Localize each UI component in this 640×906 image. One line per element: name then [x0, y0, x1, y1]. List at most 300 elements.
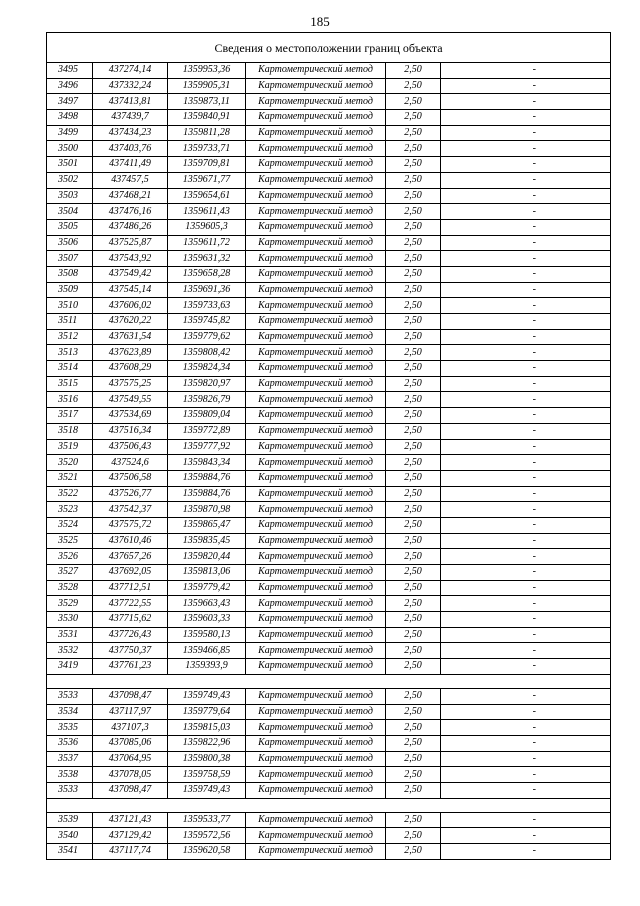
description-cell: -	[459, 533, 611, 549]
description-cell: -	[459, 612, 611, 628]
point-number-cell: 3495	[47, 63, 93, 79]
point-number-cell: 3530	[47, 612, 93, 628]
accuracy-cell: 2,50	[386, 596, 441, 612]
table-row	[47, 439, 611, 455]
blank-cell	[441, 455, 459, 471]
x-coordinate-cell: 437692,05	[93, 565, 168, 581]
x-coordinate-cell: 437064,95	[93, 751, 168, 767]
table-row	[47, 392, 611, 408]
y-coordinate-cell: 1359811,28	[168, 125, 246, 141]
accuracy-cell: 2,50	[386, 423, 441, 439]
blank-cell	[441, 408, 459, 424]
description-cell: -	[459, 63, 611, 79]
blank-cell	[441, 266, 459, 282]
description-cell: -	[459, 751, 611, 767]
method-cell: Картометрический метод	[246, 643, 386, 659]
table-row	[47, 251, 611, 267]
table-row	[47, 141, 611, 157]
blank-cell	[441, 659, 459, 675]
y-coordinate-cell: 1359605,3	[168, 219, 246, 235]
blank-cell	[441, 298, 459, 314]
point-number-cell: 3516	[47, 392, 93, 408]
accuracy-cell: 2,50	[386, 251, 441, 267]
point-number-cell: 3502	[47, 172, 93, 188]
x-coordinate-cell: 437107,3	[93, 720, 168, 736]
table-row	[47, 172, 611, 188]
accuracy-cell: 2,50	[386, 767, 441, 783]
description-cell: -	[459, 266, 611, 282]
x-coordinate-cell: 437750,37	[93, 643, 168, 659]
x-coordinate-cell: 437457,5	[93, 172, 168, 188]
blank-cell	[441, 596, 459, 612]
accuracy-cell: 2,50	[386, 157, 441, 173]
description-cell: -	[459, 828, 611, 844]
method-cell: Картометрический метод	[246, 219, 386, 235]
accuracy-cell: 2,50	[386, 533, 441, 549]
x-coordinate-cell: 437516,34	[93, 423, 168, 439]
y-coordinate-cell: 1359663,43	[168, 596, 246, 612]
method-cell: Картометрический метод	[246, 549, 386, 565]
description-cell: -	[459, 345, 611, 361]
method-cell: Картометрический метод	[246, 735, 386, 751]
method-cell: Картометрический метод	[246, 751, 386, 767]
accuracy-cell: 2,50	[386, 110, 441, 126]
x-coordinate-cell: 437534,69	[93, 408, 168, 424]
x-coordinate-cell: 437549,42	[93, 266, 168, 282]
page-number: 185	[310, 14, 330, 29]
method-cell: Картометрический метод	[246, 423, 386, 439]
accuracy-cell: 2,50	[386, 63, 441, 79]
description-cell: -	[459, 251, 611, 267]
x-coordinate-cell: 437506,58	[93, 470, 168, 486]
description-cell: -	[459, 596, 611, 612]
y-coordinate-cell: 1359808,42	[168, 345, 246, 361]
y-coordinate-cell: 1359611,43	[168, 204, 246, 220]
point-number-cell: 3419	[47, 659, 93, 675]
point-number-cell: 3500	[47, 141, 93, 157]
x-coordinate-cell: 437610,46	[93, 533, 168, 549]
accuracy-cell: 2,50	[386, 125, 441, 141]
y-coordinate-cell: 1359813,06	[168, 565, 246, 581]
method-cell: Картометрический метод	[246, 533, 386, 549]
description-cell: -	[459, 141, 611, 157]
blank-cell	[441, 751, 459, 767]
point-number-cell: 3522	[47, 486, 93, 502]
x-coordinate-cell: 437085,06	[93, 735, 168, 751]
accuracy-cell: 2,50	[386, 502, 441, 518]
x-coordinate-cell: 437486,26	[93, 219, 168, 235]
blank-cell	[441, 812, 459, 828]
blank-cell	[441, 486, 459, 502]
point-number-cell: 3531	[47, 627, 93, 643]
accuracy-cell: 2,50	[386, 298, 441, 314]
y-coordinate-cell: 1359733,63	[168, 298, 246, 314]
accuracy-cell: 2,50	[386, 782, 441, 798]
point-number-cell: 3524	[47, 517, 93, 533]
blank-cell	[441, 204, 459, 220]
description-cell: -	[459, 627, 611, 643]
y-coordinate-cell: 1359840,91	[168, 110, 246, 126]
boundary-table	[46, 32, 611, 860]
method-cell: Картометрический метод	[246, 517, 386, 533]
accuracy-cell: 2,50	[386, 235, 441, 251]
description-cell: -	[459, 376, 611, 392]
method-cell: Картометрический метод	[246, 720, 386, 736]
accuracy-cell: 2,50	[386, 329, 441, 345]
point-number-cell: 3511	[47, 314, 93, 330]
blank-cell	[441, 533, 459, 549]
table-row	[47, 282, 611, 298]
description-cell: -	[459, 157, 611, 173]
description-cell: -	[459, 314, 611, 330]
point-number-cell: 3525	[47, 533, 93, 549]
method-cell: Картометрический метод	[246, 455, 386, 471]
method-cell: Картометрический метод	[246, 408, 386, 424]
point-number-cell: 3504	[47, 204, 93, 220]
description-cell: -	[459, 549, 611, 565]
description-cell: -	[459, 94, 611, 110]
x-coordinate-cell: 437434,23	[93, 125, 168, 141]
accuracy-cell: 2,50	[386, 565, 441, 581]
x-coordinate-cell: 437117,97	[93, 704, 168, 720]
y-coordinate-cell: 1359603,33	[168, 612, 246, 628]
accuracy-cell: 2,50	[386, 282, 441, 298]
y-coordinate-cell: 1359658,28	[168, 266, 246, 282]
y-coordinate-cell: 1359800,38	[168, 751, 246, 767]
table-title: Сведения о местоположении границ объекта	[47, 33, 611, 63]
table-row	[47, 361, 611, 377]
point-number-cell: 3539	[47, 812, 93, 828]
y-coordinate-cell: 1359749,43	[168, 782, 246, 798]
x-coordinate-cell: 437506,43	[93, 439, 168, 455]
accuracy-cell: 2,50	[386, 204, 441, 220]
method-cell: Картометрический метод	[246, 486, 386, 502]
description-cell: -	[459, 565, 611, 581]
x-coordinate-cell: 437631,54	[93, 329, 168, 345]
method-cell: Картометрический метод	[246, 157, 386, 173]
description-cell: -	[459, 470, 611, 486]
table-row	[47, 596, 611, 612]
table-row	[47, 751, 611, 767]
x-coordinate-cell: 437524,6	[93, 455, 168, 471]
y-coordinate-cell: 1359905,31	[168, 78, 246, 94]
blank-cell	[441, 282, 459, 298]
point-number-cell: 3521	[47, 470, 93, 486]
description-cell: -	[459, 502, 611, 518]
x-coordinate-cell: 437332,24	[93, 78, 168, 94]
method-cell: Картометрический метод	[246, 502, 386, 518]
point-number-cell: 3537	[47, 751, 93, 767]
point-number-cell: 3519	[47, 439, 93, 455]
method-cell: Картометрический метод	[246, 329, 386, 345]
y-coordinate-cell: 1359809,04	[168, 408, 246, 424]
method-cell: Картометрический метод	[246, 282, 386, 298]
blank-cell	[441, 439, 459, 455]
method-cell: Картометрический метод	[246, 78, 386, 94]
y-coordinate-cell: 1359580,13	[168, 627, 246, 643]
x-coordinate-cell: 437098,47	[93, 688, 168, 704]
y-coordinate-cell: 1359733,71	[168, 141, 246, 157]
point-number-cell: 3527	[47, 565, 93, 581]
table-row	[47, 580, 611, 596]
description-cell: -	[459, 172, 611, 188]
x-coordinate-cell: 437606,02	[93, 298, 168, 314]
method-cell: Картометрический метод	[246, 782, 386, 798]
blank-cell	[441, 720, 459, 736]
table-row	[47, 423, 611, 439]
x-coordinate-cell: 437549,55	[93, 392, 168, 408]
x-coordinate-cell: 437476,16	[93, 204, 168, 220]
point-number-cell: 3510	[47, 298, 93, 314]
point-number-cell: 3541	[47, 844, 93, 860]
method-cell: Картометрический метод	[246, 63, 386, 79]
accuracy-cell: 2,50	[386, 408, 441, 424]
x-coordinate-cell: 437129,42	[93, 828, 168, 844]
table-row	[47, 110, 611, 126]
description-cell: -	[459, 643, 611, 659]
method-cell: Картометрический метод	[246, 125, 386, 141]
table-row	[47, 63, 611, 79]
blank-cell	[441, 392, 459, 408]
blank-cell	[441, 627, 459, 643]
description-cell: -	[459, 704, 611, 720]
method-cell: Картометрический метод	[246, 188, 386, 204]
table-row	[47, 517, 611, 533]
point-number-cell: 3518	[47, 423, 93, 439]
y-coordinate-cell: 1359772,89	[168, 423, 246, 439]
x-coordinate-cell: 437545,14	[93, 282, 168, 298]
table-row	[47, 314, 611, 330]
description-cell: -	[459, 361, 611, 377]
method-cell: Картометрический метод	[246, 94, 386, 110]
y-coordinate-cell: 1359466,85	[168, 643, 246, 659]
x-coordinate-cell: 437078,05	[93, 767, 168, 783]
table-row	[47, 345, 611, 361]
blank-cell	[441, 782, 459, 798]
accuracy-cell: 2,50	[386, 470, 441, 486]
blank-cell	[441, 735, 459, 751]
table-row	[47, 157, 611, 173]
point-number-cell: 3513	[47, 345, 93, 361]
description-cell: -	[459, 204, 611, 220]
accuracy-cell: 2,50	[386, 314, 441, 330]
description-cell: -	[459, 688, 611, 704]
point-number-cell: 3523	[47, 502, 93, 518]
y-coordinate-cell: 1359953,36	[168, 63, 246, 79]
x-coordinate-cell: 437098,47	[93, 782, 168, 798]
accuracy-cell: 2,50	[386, 78, 441, 94]
point-number-cell: 3532	[47, 643, 93, 659]
table-row	[47, 704, 611, 720]
group-separator-row	[47, 674, 611, 688]
point-number-cell: 3534	[47, 704, 93, 720]
method-cell: Картометрический метод	[246, 235, 386, 251]
blank-cell	[441, 172, 459, 188]
accuracy-cell: 2,50	[386, 141, 441, 157]
blank-cell	[441, 767, 459, 783]
point-number-cell: 3528	[47, 580, 93, 596]
x-coordinate-cell: 437761,23	[93, 659, 168, 675]
table-row	[47, 486, 611, 502]
description-cell: -	[459, 812, 611, 828]
description-cell: -	[459, 767, 611, 783]
method-cell: Картометрический метод	[246, 659, 386, 675]
y-coordinate-cell: 1359745,82	[168, 314, 246, 330]
point-number-cell: 3538	[47, 767, 93, 783]
x-coordinate-cell: 437620,22	[93, 314, 168, 330]
description-cell: -	[459, 235, 611, 251]
y-coordinate-cell: 1359820,97	[168, 376, 246, 392]
accuracy-cell: 2,50	[386, 345, 441, 361]
y-coordinate-cell: 1359779,64	[168, 704, 246, 720]
description-cell: -	[459, 298, 611, 314]
description-cell: -	[459, 659, 611, 675]
method-cell: Картометрический метод	[246, 298, 386, 314]
table-row	[47, 782, 611, 798]
table-row	[47, 565, 611, 581]
x-coordinate-cell: 437715,62	[93, 612, 168, 628]
separator-cell	[47, 674, 611, 688]
method-cell: Картометрический метод	[246, 627, 386, 643]
accuracy-cell: 2,50	[386, 376, 441, 392]
x-coordinate-cell: 437274,14	[93, 63, 168, 79]
blank-cell	[441, 423, 459, 439]
table-row	[47, 767, 611, 783]
blank-cell	[441, 110, 459, 126]
table-row	[47, 688, 611, 704]
description-cell: -	[459, 517, 611, 533]
x-coordinate-cell: 437468,21	[93, 188, 168, 204]
method-cell: Картометрический метод	[246, 470, 386, 486]
blank-cell	[441, 251, 459, 267]
table-row	[47, 329, 611, 345]
method-cell: Картометрический метод	[246, 204, 386, 220]
accuracy-cell: 2,50	[386, 643, 441, 659]
accuracy-cell: 2,50	[386, 188, 441, 204]
blank-cell	[441, 612, 459, 628]
table-row	[47, 533, 611, 549]
x-coordinate-cell: 437726,43	[93, 627, 168, 643]
table-row	[47, 643, 611, 659]
description-cell: -	[459, 844, 611, 860]
blank-cell	[441, 361, 459, 377]
method-cell: Картометрический метод	[246, 688, 386, 704]
y-coordinate-cell: 1359815,03	[168, 720, 246, 736]
blank-cell	[441, 844, 459, 860]
table-row	[47, 549, 611, 565]
blank-cell	[441, 549, 459, 565]
x-coordinate-cell: 437439,7	[93, 110, 168, 126]
accuracy-cell: 2,50	[386, 486, 441, 502]
accuracy-cell: 2,50	[386, 844, 441, 860]
method-cell: Картометрический метод	[246, 172, 386, 188]
blank-cell	[441, 157, 459, 173]
point-number-cell: 3508	[47, 266, 93, 282]
y-coordinate-cell: 1359779,42	[168, 580, 246, 596]
blank-cell	[441, 565, 459, 581]
y-coordinate-cell: 1359865,47	[168, 517, 246, 533]
y-coordinate-cell: 1359758,59	[168, 767, 246, 783]
point-number-cell: 3517	[47, 408, 93, 424]
accuracy-cell: 2,50	[386, 172, 441, 188]
method-cell: Картометрический метод	[246, 314, 386, 330]
description-cell: -	[459, 408, 611, 424]
description-cell: -	[459, 720, 611, 736]
table-row	[47, 720, 611, 736]
blank-cell	[441, 63, 459, 79]
x-coordinate-cell: 437526,77	[93, 486, 168, 502]
x-coordinate-cell: 437542,37	[93, 502, 168, 518]
y-coordinate-cell: 1359654,61	[168, 188, 246, 204]
y-coordinate-cell: 1359572,56	[168, 828, 246, 844]
table-row	[47, 94, 611, 110]
accuracy-cell: 2,50	[386, 720, 441, 736]
point-number-cell: 3533	[47, 688, 93, 704]
table-row	[47, 204, 611, 220]
method-cell: Картометрический метод	[246, 110, 386, 126]
method-cell: Картометрический метод	[246, 828, 386, 844]
blank-cell	[441, 643, 459, 659]
accuracy-cell: 2,50	[386, 219, 441, 235]
method-cell: Картометрический метод	[246, 767, 386, 783]
description-cell: -	[459, 282, 611, 298]
blank-cell	[441, 188, 459, 204]
table-row	[47, 735, 611, 751]
method-cell: Картометрический метод	[246, 812, 386, 828]
x-coordinate-cell: 437121,43	[93, 812, 168, 828]
accuracy-cell: 2,50	[386, 392, 441, 408]
y-coordinate-cell: 1359777,92	[168, 439, 246, 455]
description-cell: -	[459, 423, 611, 439]
point-number-cell: 3526	[47, 549, 93, 565]
table-row	[47, 219, 611, 235]
accuracy-cell: 2,50	[386, 659, 441, 675]
accuracy-cell: 2,50	[386, 455, 441, 471]
x-coordinate-cell: 437657,26	[93, 549, 168, 565]
accuracy-cell: 2,50	[386, 549, 441, 565]
table-row	[47, 612, 611, 628]
point-number-cell: 3505	[47, 219, 93, 235]
table-row	[47, 844, 611, 860]
description-cell: -	[459, 329, 611, 345]
table-row	[47, 408, 611, 424]
accuracy-cell: 2,50	[386, 94, 441, 110]
table-row	[47, 812, 611, 828]
group-separator-row	[47, 798, 611, 812]
method-cell: Картометрический метод	[246, 704, 386, 720]
y-coordinate-cell: 1359873,11	[168, 94, 246, 110]
blank-cell	[441, 470, 459, 486]
y-coordinate-cell: 1359884,76	[168, 486, 246, 502]
accuracy-cell: 2,50	[386, 266, 441, 282]
blank-cell	[441, 345, 459, 361]
method-cell: Картометрический метод	[246, 251, 386, 267]
point-number-cell: 3540	[47, 828, 93, 844]
method-cell: Картометрический метод	[246, 612, 386, 628]
accuracy-cell: 2,50	[386, 612, 441, 628]
table-row	[47, 828, 611, 844]
point-number-cell: 3520	[47, 455, 93, 471]
description-cell: -	[459, 219, 611, 235]
table-row	[47, 502, 611, 518]
accuracy-cell: 2,50	[386, 439, 441, 455]
point-number-cell: 3514	[47, 361, 93, 377]
method-cell: Картометрический метод	[246, 361, 386, 377]
blank-cell	[441, 329, 459, 345]
method-cell: Картометрический метод	[246, 580, 386, 596]
y-coordinate-cell: 1359822,96	[168, 735, 246, 751]
blank-cell	[441, 704, 459, 720]
